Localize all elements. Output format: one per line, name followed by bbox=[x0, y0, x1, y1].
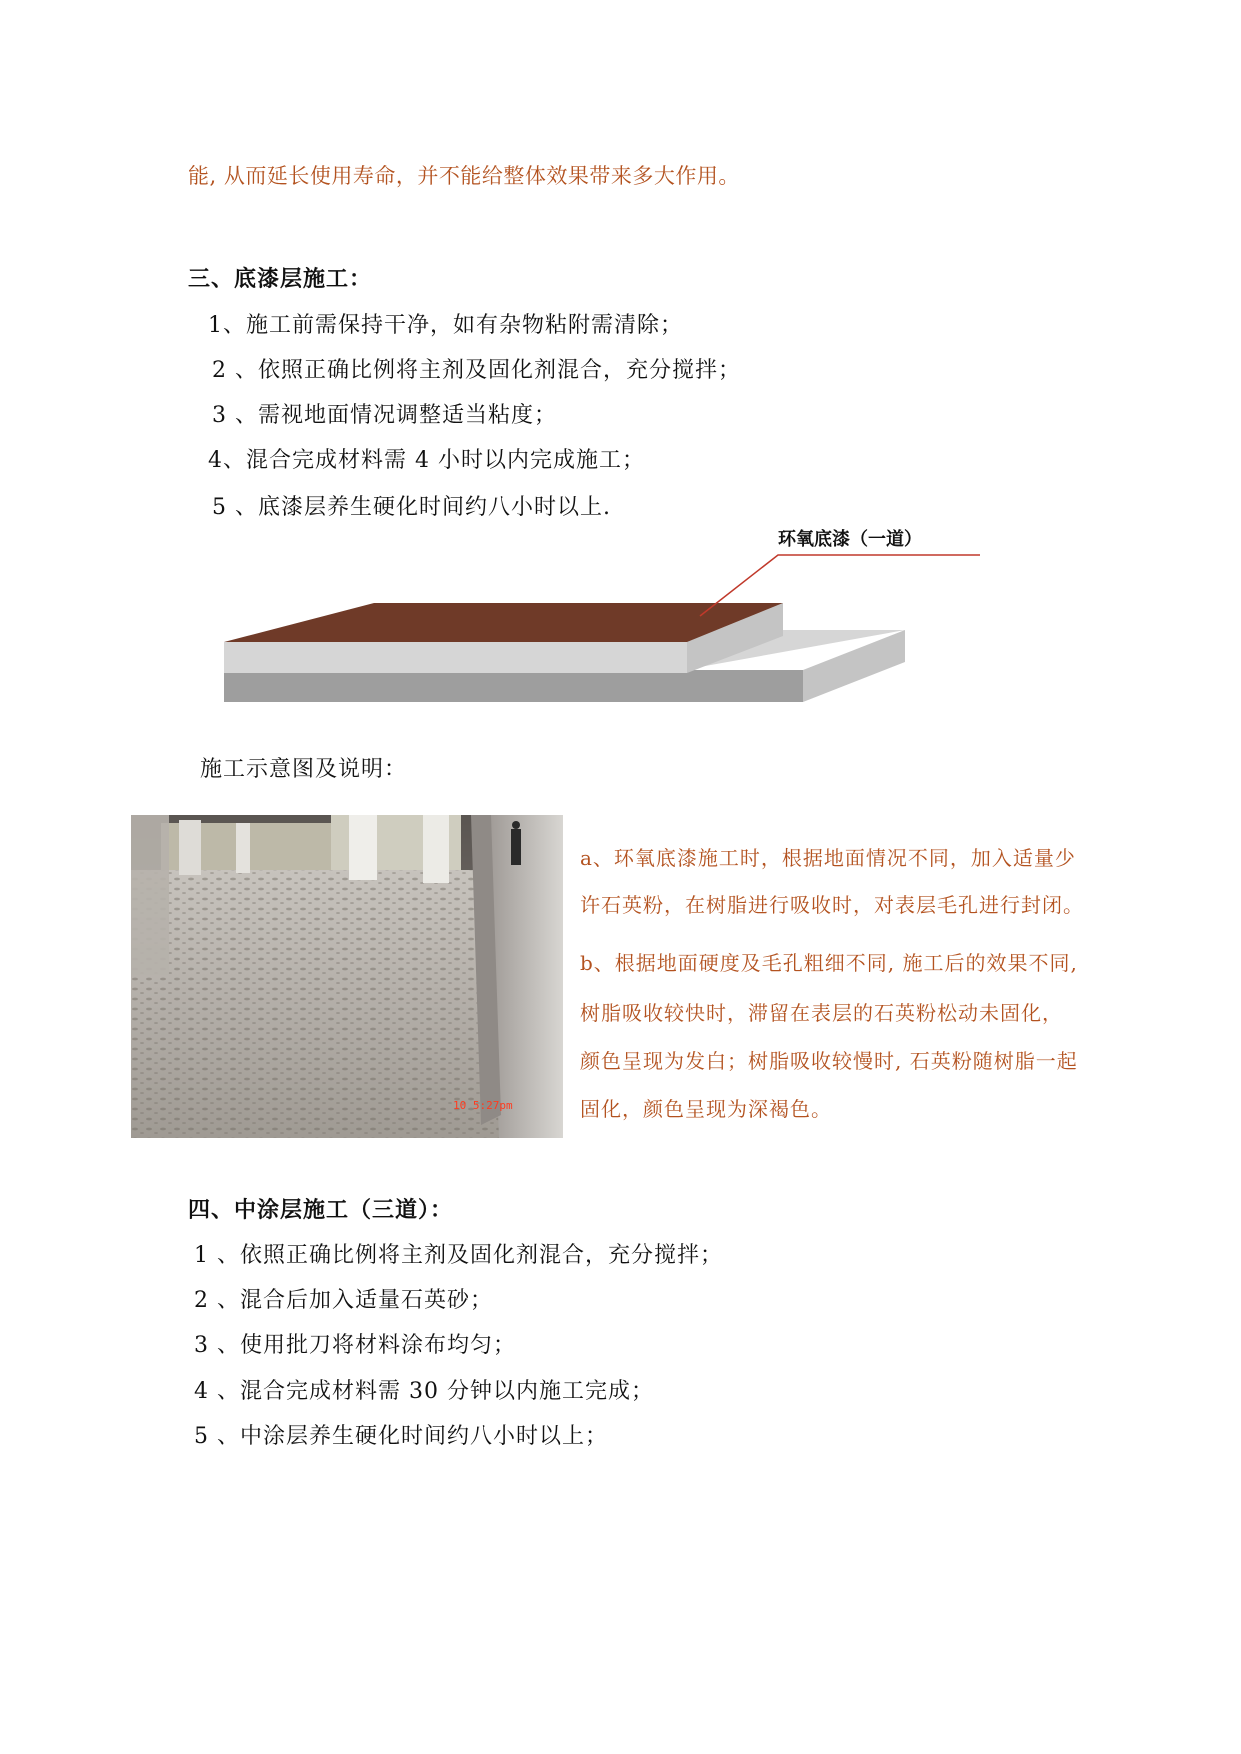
note-a-line-2: 许石英粉，在树脂进行吸收时，对表层毛孔进行封闭。 bbox=[580, 893, 1084, 917]
section4-item-5: 5 、中涂层养生硬化时间约八小时以上； bbox=[194, 1424, 608, 1449]
intro-text: 能, 从而延长使用寿命，并不能给整体效果带来多大作用。 bbox=[188, 164, 740, 188]
photo-timestamp: 10 5:27pm bbox=[453, 1099, 513, 1112]
note-b-line-2: 树脂吸收较快时，滞留在表层的石英粉松动未固化， bbox=[580, 1001, 1063, 1025]
middle-layer-front bbox=[224, 642, 687, 673]
section3-heading: 三、底漆层施工： bbox=[188, 267, 373, 292]
note-b-line-1: b、根据地面硬度及毛孔粗细不同, 施工后的效果不同, bbox=[580, 951, 1078, 975]
section4-item-1: 1 、依照正确比例将主剂及固化剂混合，充分搅拌； bbox=[194, 1243, 723, 1268]
section4-item-3: 3 、使用批刀将材料涂布均匀； bbox=[194, 1333, 516, 1358]
construction-photo bbox=[131, 815, 563, 1138]
primer-layer-top bbox=[224, 603, 783, 642]
note-b-line-4: 固化，颜色呈现为深褐色。 bbox=[580, 1097, 832, 1121]
section3-item-3: 3 、需视地面情况调整适当粘度； bbox=[212, 403, 557, 428]
section4-item-2: 2 、混合后加入适量石英砂； bbox=[194, 1288, 493, 1313]
section3-item-2: 2 、依照正确比例将主剂及固化剂混合，充分搅拌； bbox=[212, 358, 741, 383]
slab-front-face bbox=[224, 670, 803, 702]
note-a-line-1: a、环氧底漆施工时，根据地面情况不同，加入适量少 bbox=[580, 846, 1076, 870]
section3-item-4: 4、混合完成材料需 4 小时以内完成施工； bbox=[208, 448, 645, 473]
layer-diagram bbox=[200, 520, 1000, 720]
section3-item-1: 1、施工前需保持干净，如有杂物粘附需清除； bbox=[208, 313, 683, 338]
diagram-label: 环氧底漆（一道） bbox=[778, 529, 922, 550]
section4-item-4: 4 、混合完成材料需 30 分钟以内施工完成； bbox=[194, 1379, 654, 1404]
section4-heading: 四、中涂层施工（三道）： bbox=[188, 1198, 454, 1223]
note-b-line-3: 颜色呈现为发白；树脂吸收较慢时, 石英粉随树脂一起 bbox=[580, 1049, 1078, 1073]
figure-caption: 施工示意图及说明： bbox=[200, 757, 408, 782]
section3-item-5: 5 、底漆层养生硬化时间约八小时以上. bbox=[212, 495, 611, 520]
